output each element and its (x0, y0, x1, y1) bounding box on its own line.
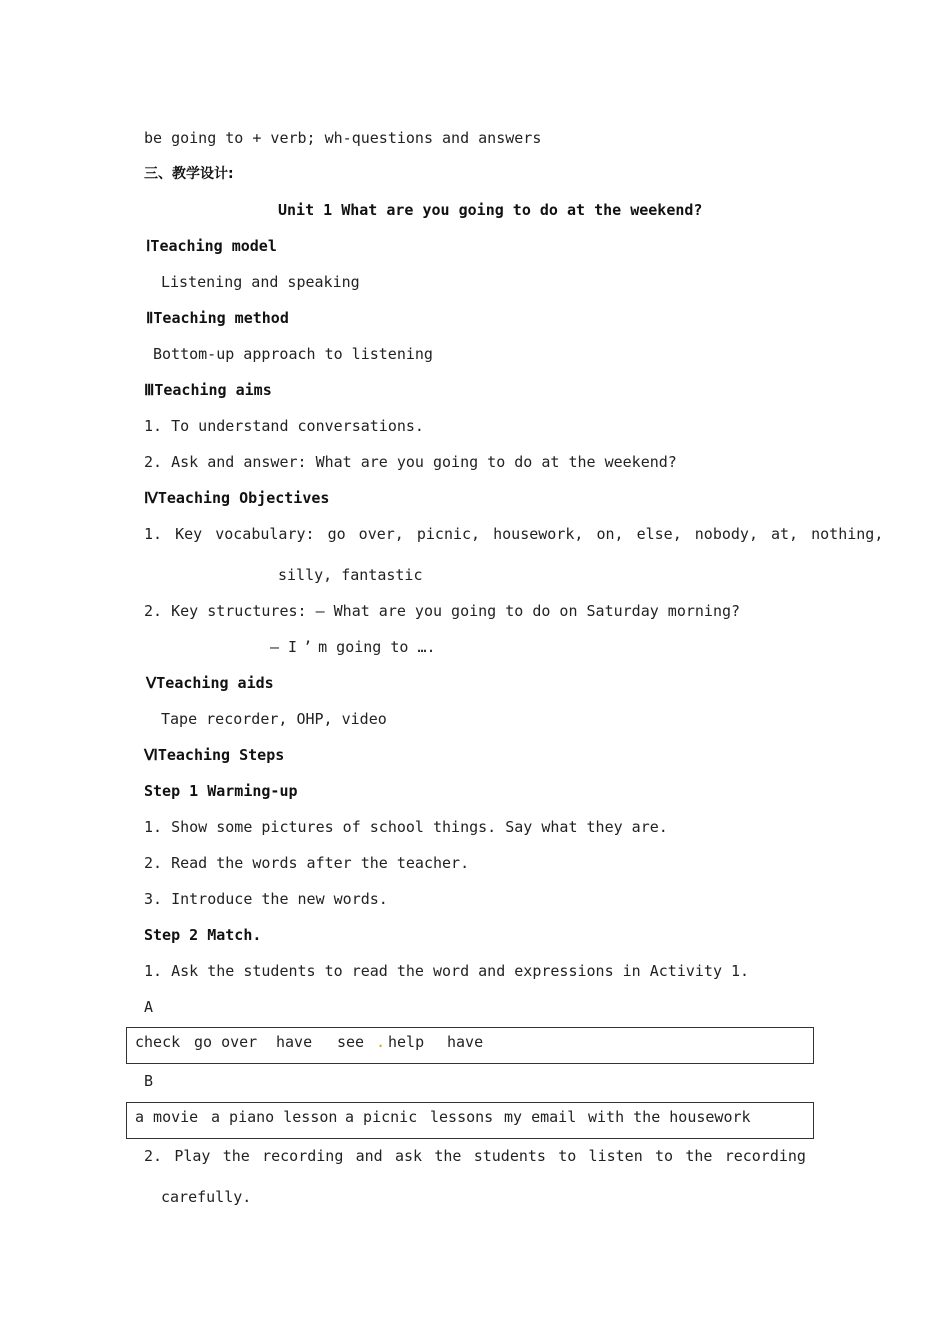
phrase-cell: my email (504, 1108, 577, 1126)
word-cell: see (337, 1033, 365, 1051)
key-structures-line: 2. Key structures: — What are you going to do on Saturday morning? (144, 602, 741, 620)
word-cell: have (276, 1033, 313, 1051)
word-cell: go over (194, 1033, 258, 1051)
phrase-cell: a picnic (345, 1108, 418, 1126)
label-b: B (144, 1072, 154, 1090)
phrase-cell: a movie (135, 1108, 199, 1126)
teaching-method-text: Bottom-up approach to listening (153, 345, 433, 363)
phrase-cell: a piano lesson (211, 1108, 338, 1126)
step1-item: 3. Introduce the new words. (144, 890, 388, 908)
intro-line: be going to + verb; wh-questions and answers (144, 129, 542, 147)
step1-item: 1. Show some pictures of school things. Say what they are. (144, 818, 668, 836)
step2-heading: Step 2 Match. (144, 926, 262, 944)
teaching-aims-item: 2. Ask and answer: What are you going to do at the weekend? (144, 453, 677, 471)
step2-item: 1. Ask the students to read the word and expressions in Activity 1. (144, 962, 750, 980)
key-vocabulary-continuation: silly, fantastic (278, 566, 423, 584)
teaching-steps-heading: ⅥTeaching Steps (144, 746, 285, 764)
phrase-cell: with the housework (588, 1108, 751, 1126)
phrase-cell: lessons (430, 1108, 494, 1126)
phrase-box-b (126, 1102, 814, 1139)
word-cell: check (135, 1033, 181, 1051)
step1-item: 2. Read the words after the teacher. (144, 854, 470, 872)
stray-dot: . (376, 1033, 386, 1051)
word-cell: help (388, 1033, 425, 1051)
teaching-aims-heading: ⅢTeaching aims (144, 381, 272, 399)
teaching-objectives-heading: ⅣTeaching Objectives (144, 489, 330, 507)
teaching-aims-item: 1. To understand conversations. (144, 417, 424, 435)
unit-title: Unit 1 What are you going to do at the weekend? (278, 201, 703, 219)
word-box-a (126, 1027, 814, 1064)
teaching-method-heading: ⅡTeaching method (146, 309, 289, 327)
teaching-model-text: Listening and speaking (161, 273, 360, 291)
key-structures-answer: — I ’ m going to …. (270, 638, 436, 656)
teaching-aids-text: Tape recorder, OHP, video (161, 710, 387, 728)
step2-item2-continuation: carefully. (161, 1188, 252, 1206)
step1-heading: Step 1 Warming-up (144, 782, 298, 800)
section-title: 三、教学设计: (144, 166, 234, 182)
key-vocabulary-line: 1. Key vocabulary: go over, picnic, housework, on, else, nobody, at, nothing, (144, 525, 884, 543)
teaching-aids-heading: ⅤTeaching aids (146, 674, 274, 692)
teaching-model-heading: ⅠTeaching model (146, 237, 277, 255)
label-a: A (144, 998, 154, 1016)
step2-item2-line: 2. Play the recording and ask the students to listen to the recording (144, 1147, 806, 1165)
word-cell: have (447, 1033, 484, 1051)
